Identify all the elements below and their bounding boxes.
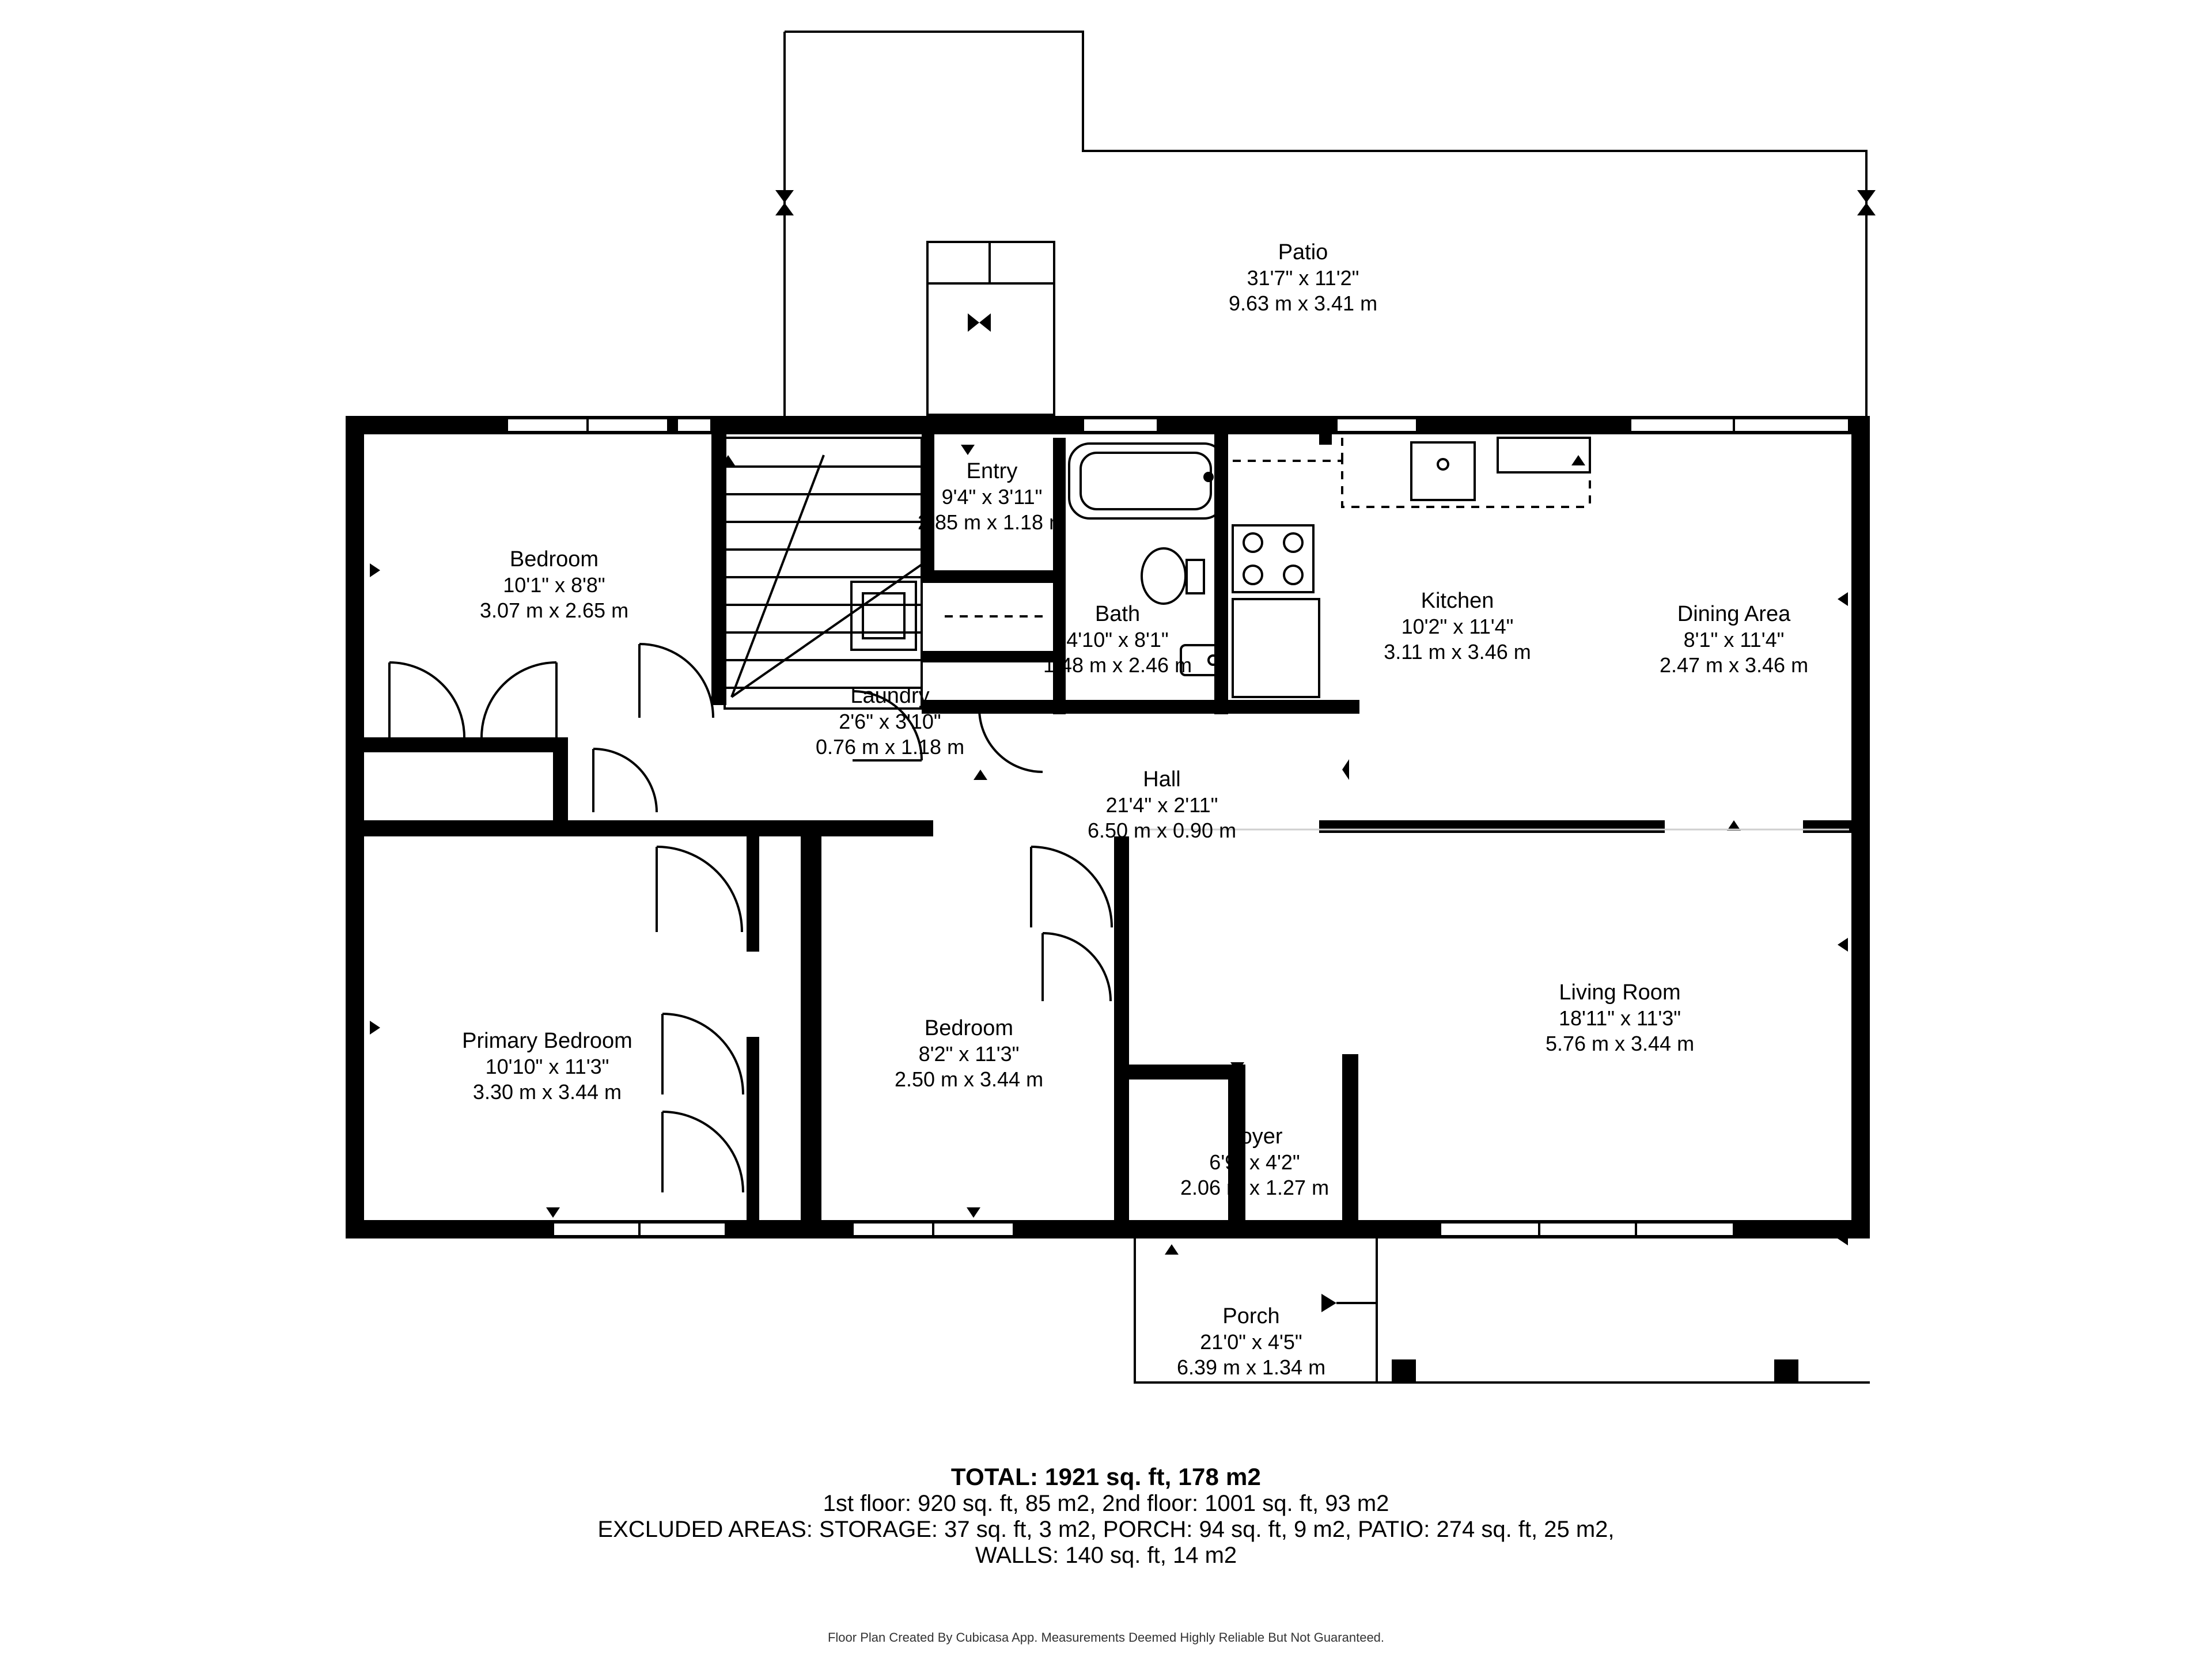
- walls-area-text: WALLS: 140 sq. ft, 14 m2: [975, 1543, 1237, 1568]
- room-name: Patio: [1278, 240, 1328, 264]
- room-dim-m: 6.39 m x 1.34 m: [1176, 1355, 1326, 1380]
- room-name: Bedroom: [509, 547, 599, 571]
- area-summary: [0, 1463, 2212, 1569]
- room-label-bedroom-upper: [480, 546, 628, 623]
- room-name: Bedroom: [924, 1016, 1014, 1040]
- room-label-foyer: [1180, 1123, 1329, 1200]
- room-dim-m: 2.50 m x 3.44 m: [894, 1067, 1044, 1092]
- room-dim-m: 0.76 m x 1.18 m: [815, 735, 965, 759]
- room-name: Porch: [1222, 1304, 1280, 1328]
- room-dim-m: 5.76 m x 3.44 m: [1545, 1032, 1695, 1056]
- room-dim-m: 1.48 m x 2.46 m: [1043, 653, 1192, 677]
- room-label-entry: [918, 458, 1066, 535]
- room-dim-m: 6.50 m x 0.90 m: [1087, 819, 1237, 843]
- room-label-dining-area: [1660, 601, 1808, 678]
- room-name: Dining Area: [1677, 602, 1791, 626]
- room-label-porch: [1177, 1303, 1325, 1380]
- room-name: Primary Bedroom: [462, 1029, 632, 1053]
- room-dim-ft: 8'1" x 11'4": [1683, 628, 1785, 652]
- room-label-patio: [1229, 239, 1377, 316]
- room-label-primary-bedroom: [462, 1028, 632, 1105]
- room-dim-ft: 6'9" x 4'2": [1209, 1150, 1300, 1175]
- room-label-laundry: [816, 683, 964, 760]
- room-label-bedroom-lower: [895, 1015, 1043, 1092]
- room-name: Foyer: [1226, 1124, 1283, 1149]
- room-dim-ft: 18'11" x 11'3": [1558, 1006, 1681, 1031]
- room-dim-ft: 31'7" x 11'2": [1247, 266, 1359, 290]
- room-name: Kitchen: [1421, 589, 1494, 613]
- room-dim-ft: 8'2" x 11'3": [918, 1042, 1020, 1066]
- room-label-living-room: [1546, 979, 1694, 1056]
- room-dim-ft: 10'1" x 8'8": [503, 573, 605, 597]
- room-dim-ft: 9'4" x 3'11": [941, 485, 1043, 509]
- total-area-text: TOTAL: 1921 sq. ft, 178 m2: [950, 1463, 1262, 1490]
- room-name: Bath: [1094, 602, 1141, 626]
- room-dim-ft: 2'6" x 3'10": [839, 710, 941, 734]
- room-name: Entry: [966, 459, 1018, 483]
- room-dim-m: 2.47 m x 3.46 m: [1659, 653, 1809, 677]
- room-dim-ft: 4'10" x 8'1": [1066, 628, 1169, 652]
- room-dim-m: 3.07 m x 2.65 m: [479, 599, 629, 623]
- floor-breakdown-text: 1st floor: 920 sq. ft, 85 m2, 2nd floor: 1001 sq. ft, 93 m2: [823, 1491, 1389, 1516]
- room-dim-ft: 21'4" x 2'11": [1105, 793, 1218, 817]
- excluded-areas-text: EXCLUDED AREAS: STORAGE: 37 sq. ft, 3 m2, PORCH: 94 sq. ft, 9 m2, PATIO: 274 sq. ft, 25 m2,: [597, 1517, 1615, 1542]
- room-dim-ft: 21'0" x 4'5": [1200, 1330, 1302, 1354]
- room-dim-m: 9.63 m x 3.41 m: [1228, 291, 1378, 316]
- room-dim-ft: 10'2" x 11'4": [1401, 615, 1514, 639]
- room-label-bath: [1043, 601, 1192, 678]
- room-dim-m: 3.30 m x 3.44 m: [472, 1080, 622, 1104]
- room-dim-m: 2.06 m x 1.27 m: [1180, 1176, 1330, 1200]
- room-dim-m: 2.85 m x 1.18 m: [917, 510, 1067, 535]
- room-dim-ft: 10'10" x 11'3": [485, 1055, 609, 1079]
- room-label-hall: [1088, 766, 1236, 843]
- credit-text: Floor Plan Created By Cubicasa App. Measurements Deemed Highly Reliable But Not Guaranteed.: [827, 1630, 1385, 1645]
- room-label-kitchen: [1384, 588, 1531, 665]
- room-name: Hall: [1143, 767, 1181, 791]
- room-dim-m: 3.11 m x 3.46 m: [1384, 640, 1531, 664]
- room-name: Laundry: [850, 684, 930, 708]
- room-name: Living Room: [1559, 980, 1681, 1005]
